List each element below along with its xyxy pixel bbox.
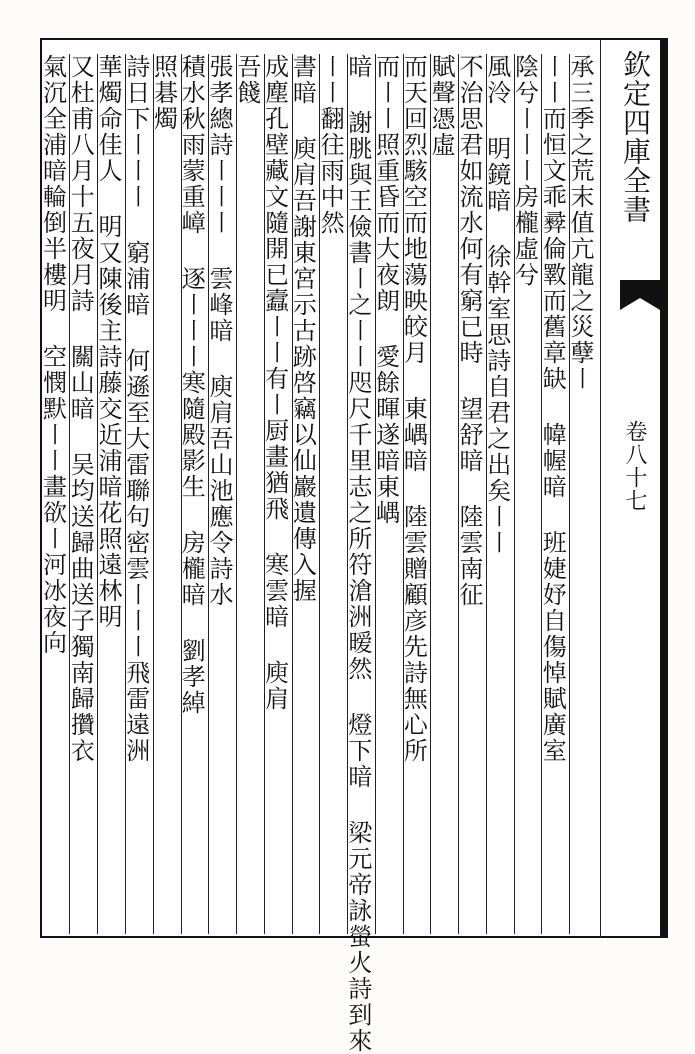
text-column: 不治思君如流水何有窮已時 望舒暗 陸雲南征 bbox=[458, 54, 486, 934]
text-column: 〡〡翻往雨中然 bbox=[319, 54, 347, 934]
text-column: 〡〡而恒文乖彛倫斁而舊章缺 幃幄暗 班婕妤自傷悼賦廣室 bbox=[541, 54, 569, 934]
text-column: 詩日下〡〡〡 窮浦暗 何遜至大雷聯句密雲〡〡〡飛雷遠洲 bbox=[125, 54, 153, 934]
text-column: 成塵孔壁藏文隨開已蠧〡〡有〡厨畫猶飛 寒雲暗 庾肩 bbox=[264, 54, 292, 934]
text-column: 而〡〡照重昏而大夜朗 愛餘暉遂暗東嵎 bbox=[375, 54, 403, 934]
text-column: 吾餞 bbox=[236, 54, 264, 934]
text-column: 氣沉全浦暗輪倒半樓明 空憫默〡〡畫欲〡河冰夜向 bbox=[38, 54, 67, 656]
text-column: 張孝總詩〡〡〡 雲峰暗 庾肩吾山池應令詩水 bbox=[208, 54, 236, 934]
text-column: 承三季之荒末值亢龍之災孽〡 bbox=[569, 54, 597, 934]
text-column: 風泠 明鏡暗 徐幹室思詩自君之出矣〡〡 bbox=[486, 54, 514, 934]
book-title: 欽定四庫全書 bbox=[619, 50, 652, 224]
fishtail-ornament-icon bbox=[620, 280, 660, 310]
text-column: 華燭命佳人 明又陳後主詩藤交近浦暗花照遠林明 bbox=[97, 54, 125, 934]
text-column: 書暗 庾肩吾謝東宮示古跡啓竊以仙巖遺傳入握 bbox=[292, 54, 320, 934]
text-column: 又杜甫八月十五夜月詩 關山暗 吴均送歸曲送子獨南歸攢衣 bbox=[69, 54, 97, 934]
text-column: 賦聲憑虛 bbox=[430, 54, 458, 934]
text-column: 而天回烈駭空而地蕩映皎月 東嵎暗 陸雲贈顧彦先詩無心所 bbox=[403, 54, 431, 934]
text-column: 積水秋雨蒙重嶂 逐〡〡〡寒隨殿影生 房櫳暗 劉孝綽 bbox=[181, 54, 209, 934]
volume-number: 卷八十七 bbox=[622, 420, 647, 512]
text-column: 暗 謝朓與王儉書〡之〡〡咫尺千里志之所符滄洲暧然 燈下暗 梁元帝詠螢火詩到來 bbox=[347, 54, 375, 934]
text-body bbox=[38, 54, 597, 1054]
text-column: 陰兮〡〡〡房櫳虛兮 bbox=[514, 54, 542, 934]
margin-column bbox=[600, 40, 663, 938]
text-column: 照碁燭 bbox=[153, 54, 181, 934]
